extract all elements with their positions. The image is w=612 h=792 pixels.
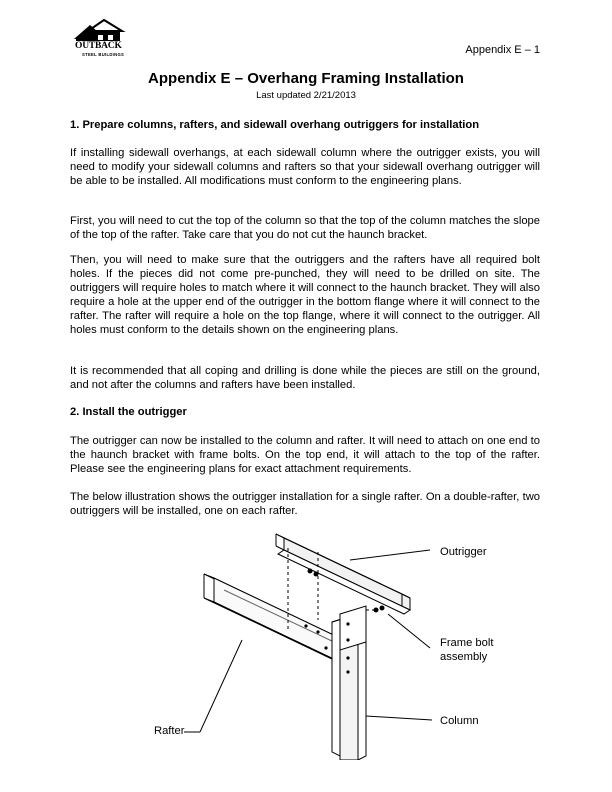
page-title: Appendix E – Overhang Framing Installation — [148, 70, 464, 87]
section-1-paragraph-3: Then, you will need to make sure that the outriggers and the rafters have all required bolt holes. If the pieces did not come pre-punched, they will need to be drilled on site. The outriggers will require holes to match where it will connect to the haunch bracket. They will also require a hole at the upper end of the outrigger in the bottom flange where it will connect to the rafter. The rafter will require a hole on the top flange, where it will connect to the outrigger. All holes must conform to the details shown on the engineering plans. — [70, 254, 540, 336]
section-1-paragraph-2: First, you will need to cut the top of the column so that the top of the column matches the slope of the top of the rafter. Take care that you do not cut the haunch bracket. — [70, 215, 540, 241]
label-frame-bolt-line-1: Frame bolt — [440, 637, 494, 649]
logo-subtitle: STEEL BUILDINGS — [82, 52, 125, 57]
haunch-bracket — [340, 606, 366, 650]
page-number: Appendix E – 1 — [465, 44, 540, 56]
logo-name: OUTBACK — [75, 41, 122, 51]
section-1-paragraph-4: It is recommended that all coping and drilling is done while the pieces are still on the ground, and not after the columns and rafters have been installed. — [70, 365, 540, 391]
section-2-heading: 2. Install the outrigger — [70, 406, 187, 418]
section-2-paragraph-2: The below illustration shows the outrigger installation for a single rafter. On a double-rafter, two outriggers will be installed, one on each rafter. — [70, 491, 540, 517]
label-outrigger: Outrigger — [440, 546, 487, 558]
label-column: Column — [440, 715, 479, 727]
label-rafter: Rafter — [154, 725, 185, 737]
section-1-paragraph-1: If installing sidewall overhangs, at each sidewall column where the outrigger exists, you will need to modify your sidewall columns and rafters so that your sidewall overhang outrigger will be able to be installed. All modifications must conform to the engineering plans. — [70, 147, 540, 187]
outrigger-illustration — [140, 520, 460, 760]
label-frame-bolt-line-2: assembly — [440, 651, 488, 663]
outrigger-beam — [276, 534, 410, 614]
outback-logo — [70, 17, 140, 59]
section-1-heading: 1. Prepare columns, rafters, and sidewall overhang outriggers for installation — [70, 119, 480, 131]
section-2-paragraph-1: The outrigger can now be installed to the column and rafter. It will need to attach on one end to the haunch bracket with frame bolts. On the top end, it will attach to the top of the rafter. Please see the engineering plans for exact attachment requirements. — [70, 435, 540, 475]
rafter-beam — [204, 574, 344, 664]
last-updated: Last updated 2/21/2013 — [256, 90, 356, 101]
